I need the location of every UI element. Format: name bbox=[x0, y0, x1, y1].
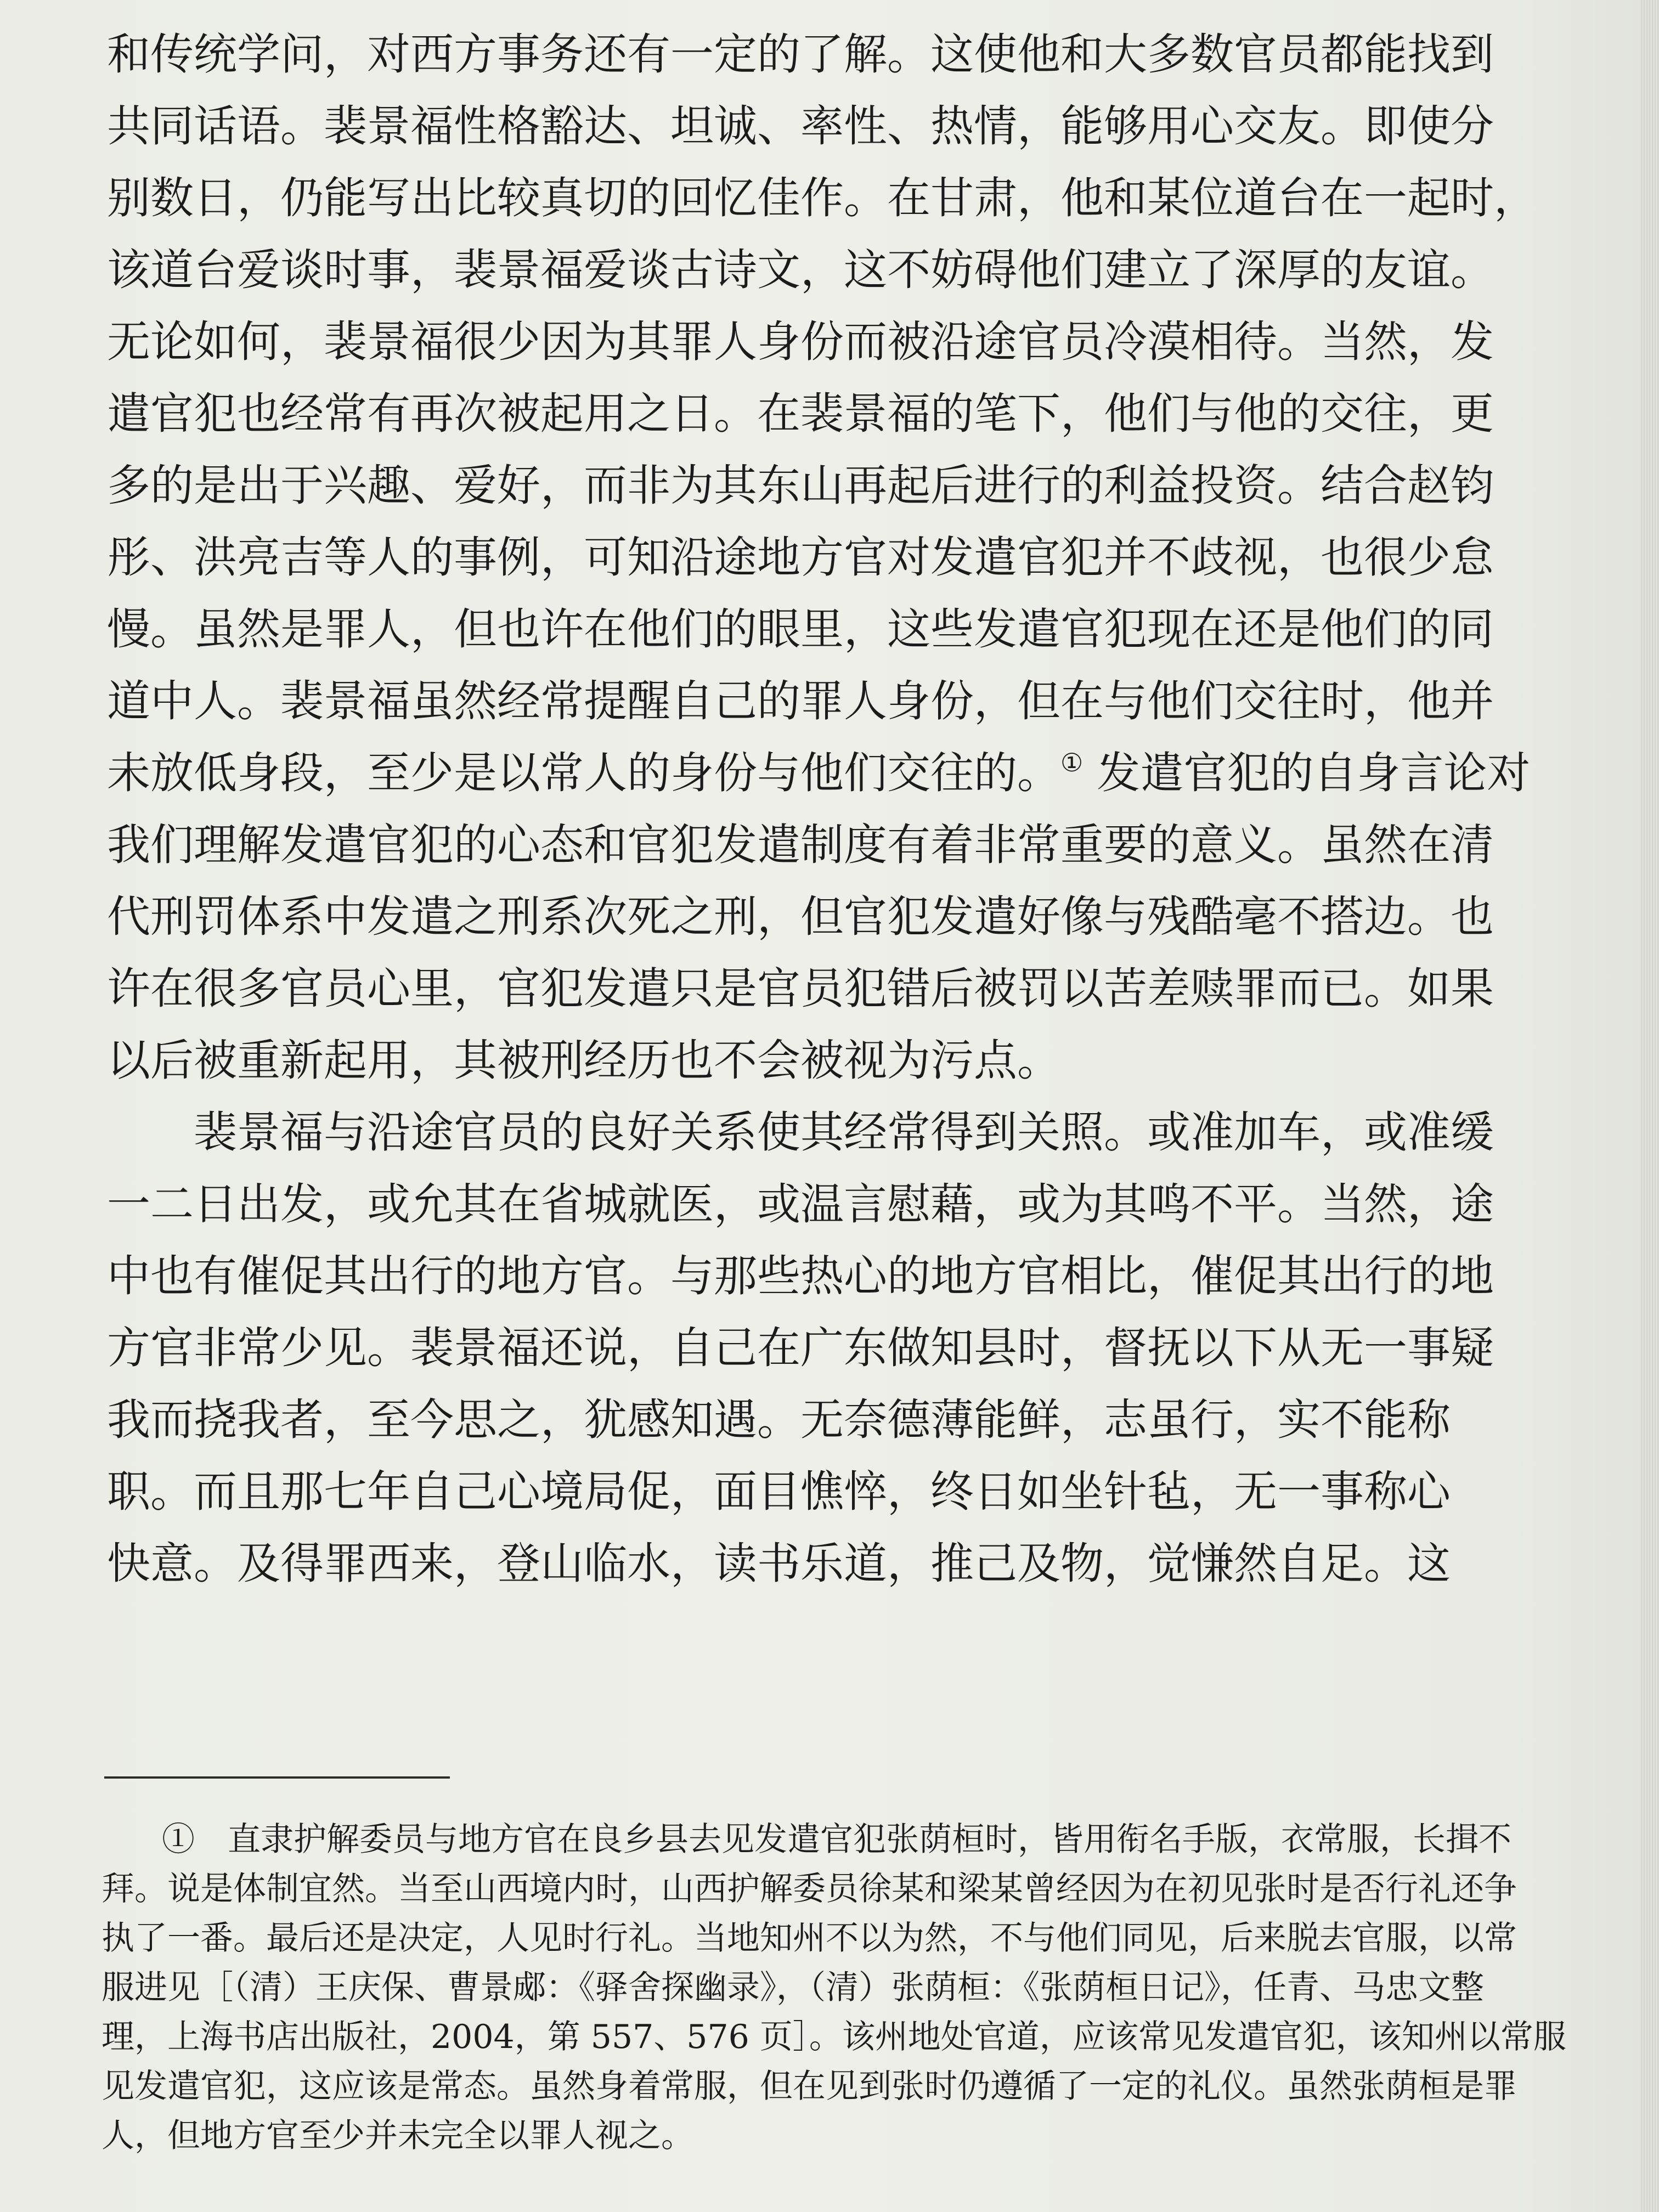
footnote-marker: ① bbox=[162, 1820, 195, 1859]
footnote-reference: ① bbox=[1060, 748, 1084, 777]
text-line: 别数日，仍能写出比较真切的回忆佳作。在甘肃，他和某位道台在一起时， bbox=[107, 173, 1537, 223]
text-line: 以后被重新起用，其被刑经历也不会被视为污点。 bbox=[107, 1035, 1060, 1086]
footnote-line: 见发遣官犯，这应该是常态。虽然身着常服，但在见到张时仍遵循了一定的礼仪。虽然张荫桓是罪 bbox=[101, 2067, 1517, 2106]
text-line: 共同话语。裴景福性格豁达、坦诚、率性、热情，能够用心交友。即使分 bbox=[107, 101, 1494, 151]
footnote-line: 服进见［（清）王庆保、曹景郕：《驿舍探幽录》，（清）张荫桓：《张荫桓日记》，任青、马忠文整 bbox=[101, 1968, 1484, 2007]
text-line: 中也有催促其出行的地方官。与那些热心的地方官相比，催促其出行的地 bbox=[107, 1251, 1494, 1301]
page-edge bbox=[1640, 0, 1659, 2212]
text-line: 遣官犯也经常有再次被起用之日。在裴景福的笔下，他们与他的交往，更 bbox=[107, 388, 1494, 439]
text-line: 我们理解发遣官犯的心态和官犯发遣制度有着非常重要的意义。虽然在清 bbox=[107, 820, 1494, 870]
footnote-divider bbox=[104, 1776, 450, 1779]
text-line: 彤、洪亮吉等人的事例，可知沿途地方官对发遣官犯并不歧视，也很少怠 bbox=[107, 532, 1494, 583]
main-text bbox=[107, 19, 1550, 1600]
text-segment: 发遣官犯的自身言论对 bbox=[1083, 748, 1531, 798]
text-segment: 未放低身段，至少是以常人的身份与他们交往的。 bbox=[107, 748, 1060, 798]
text-line: 代刑罚体系中发遣之刑系次死之刑，但官犯发遣好像与残酷毫不搭边。也 bbox=[107, 891, 1494, 942]
text-line: 无论如何，裴景福很少因为其罪人身份而被沿途官员冷漠相待。当然，发 bbox=[107, 317, 1494, 367]
footnote-line: 理，上海书店出版社，2004，第 557、576 页］。该州地处官道，应该常见发遣官犯，该知州以常服 bbox=[101, 2018, 1566, 2056]
text-line bbox=[107, 737, 1550, 809]
text-line: 多的是出于兴趣、爱好，而非为其东山再起后进行的利益投资。结合赵钧 bbox=[107, 460, 1494, 511]
text-line: 我而挠我者，至今思之，犹感知遇。无奈德薄能鲜，志虽行，实不能称 bbox=[107, 1395, 1451, 1445]
footnote-line: 拜。说是体制宜然。当至山西境内时，山西护解委员徐某和梁某曾经因为在初见张时是否行礼还争 bbox=[101, 1870, 1517, 1908]
footnote-text: 直隶护解委员与地方官在良乡县去见发遣官犯张荫桓时，皆用衔名手版，衣常服，长揖不 bbox=[228, 1820, 1511, 1859]
text-line: 一二日出发，或允其在省城就医，或温言慰藉，或为其鸣不平。当然，途 bbox=[107, 1179, 1494, 1229]
paragraph-start-line: 裴景福与沿途官员的良好关系使其经常得到关照。或准加车，或准缓 bbox=[194, 1107, 1494, 1158]
footnote-line: 人，但地方官至少并未完全以罪人视之。 bbox=[101, 2117, 694, 2155]
text-line: 职。而且那七年自己心境局促，面目憔悴，终日如坐针毡，无一事称心 bbox=[107, 1466, 1451, 1517]
text-line: 快意。及得罪西来，登山临水，读书乐道，推己及物，觉慊然自足。这 bbox=[107, 1538, 1451, 1589]
text-line: 道中人。裴景福虽然经常提醒自己的罪人身份，但在与他们交往时，他并 bbox=[107, 676, 1494, 726]
text-line: 方官非常少见。裴景福还说，自己在广东做知县时，督抚以下从无一事疑 bbox=[107, 1323, 1494, 1373]
text-line: 该道台爱谈时事，裴景福爱谈古诗文，这不妨碍他们建立了深厚的友谊。 bbox=[107, 245, 1494, 295]
text-line: 和传统学问，对西方事务还有一定的了解。这使他和大多数官员都能找到 bbox=[107, 29, 1494, 80]
text-line: 许在很多官员心里，官犯发遣只是官员犯错后被罚以苦差赎罪而已。如果 bbox=[107, 963, 1494, 1014]
footnote-line: 执了一番。最后还是决定，人见时行礼。当地知州不以为然，不与他们同见，后来脱去官服，以常 bbox=[101, 1919, 1517, 1957]
footnote-line bbox=[101, 1815, 1555, 1864]
text-line: 慢。虽然是罪人，但也许在他们的眼里，这些发遣官犯现在还是他们的同 bbox=[107, 604, 1494, 654]
footnote bbox=[101, 1815, 1566, 2160]
